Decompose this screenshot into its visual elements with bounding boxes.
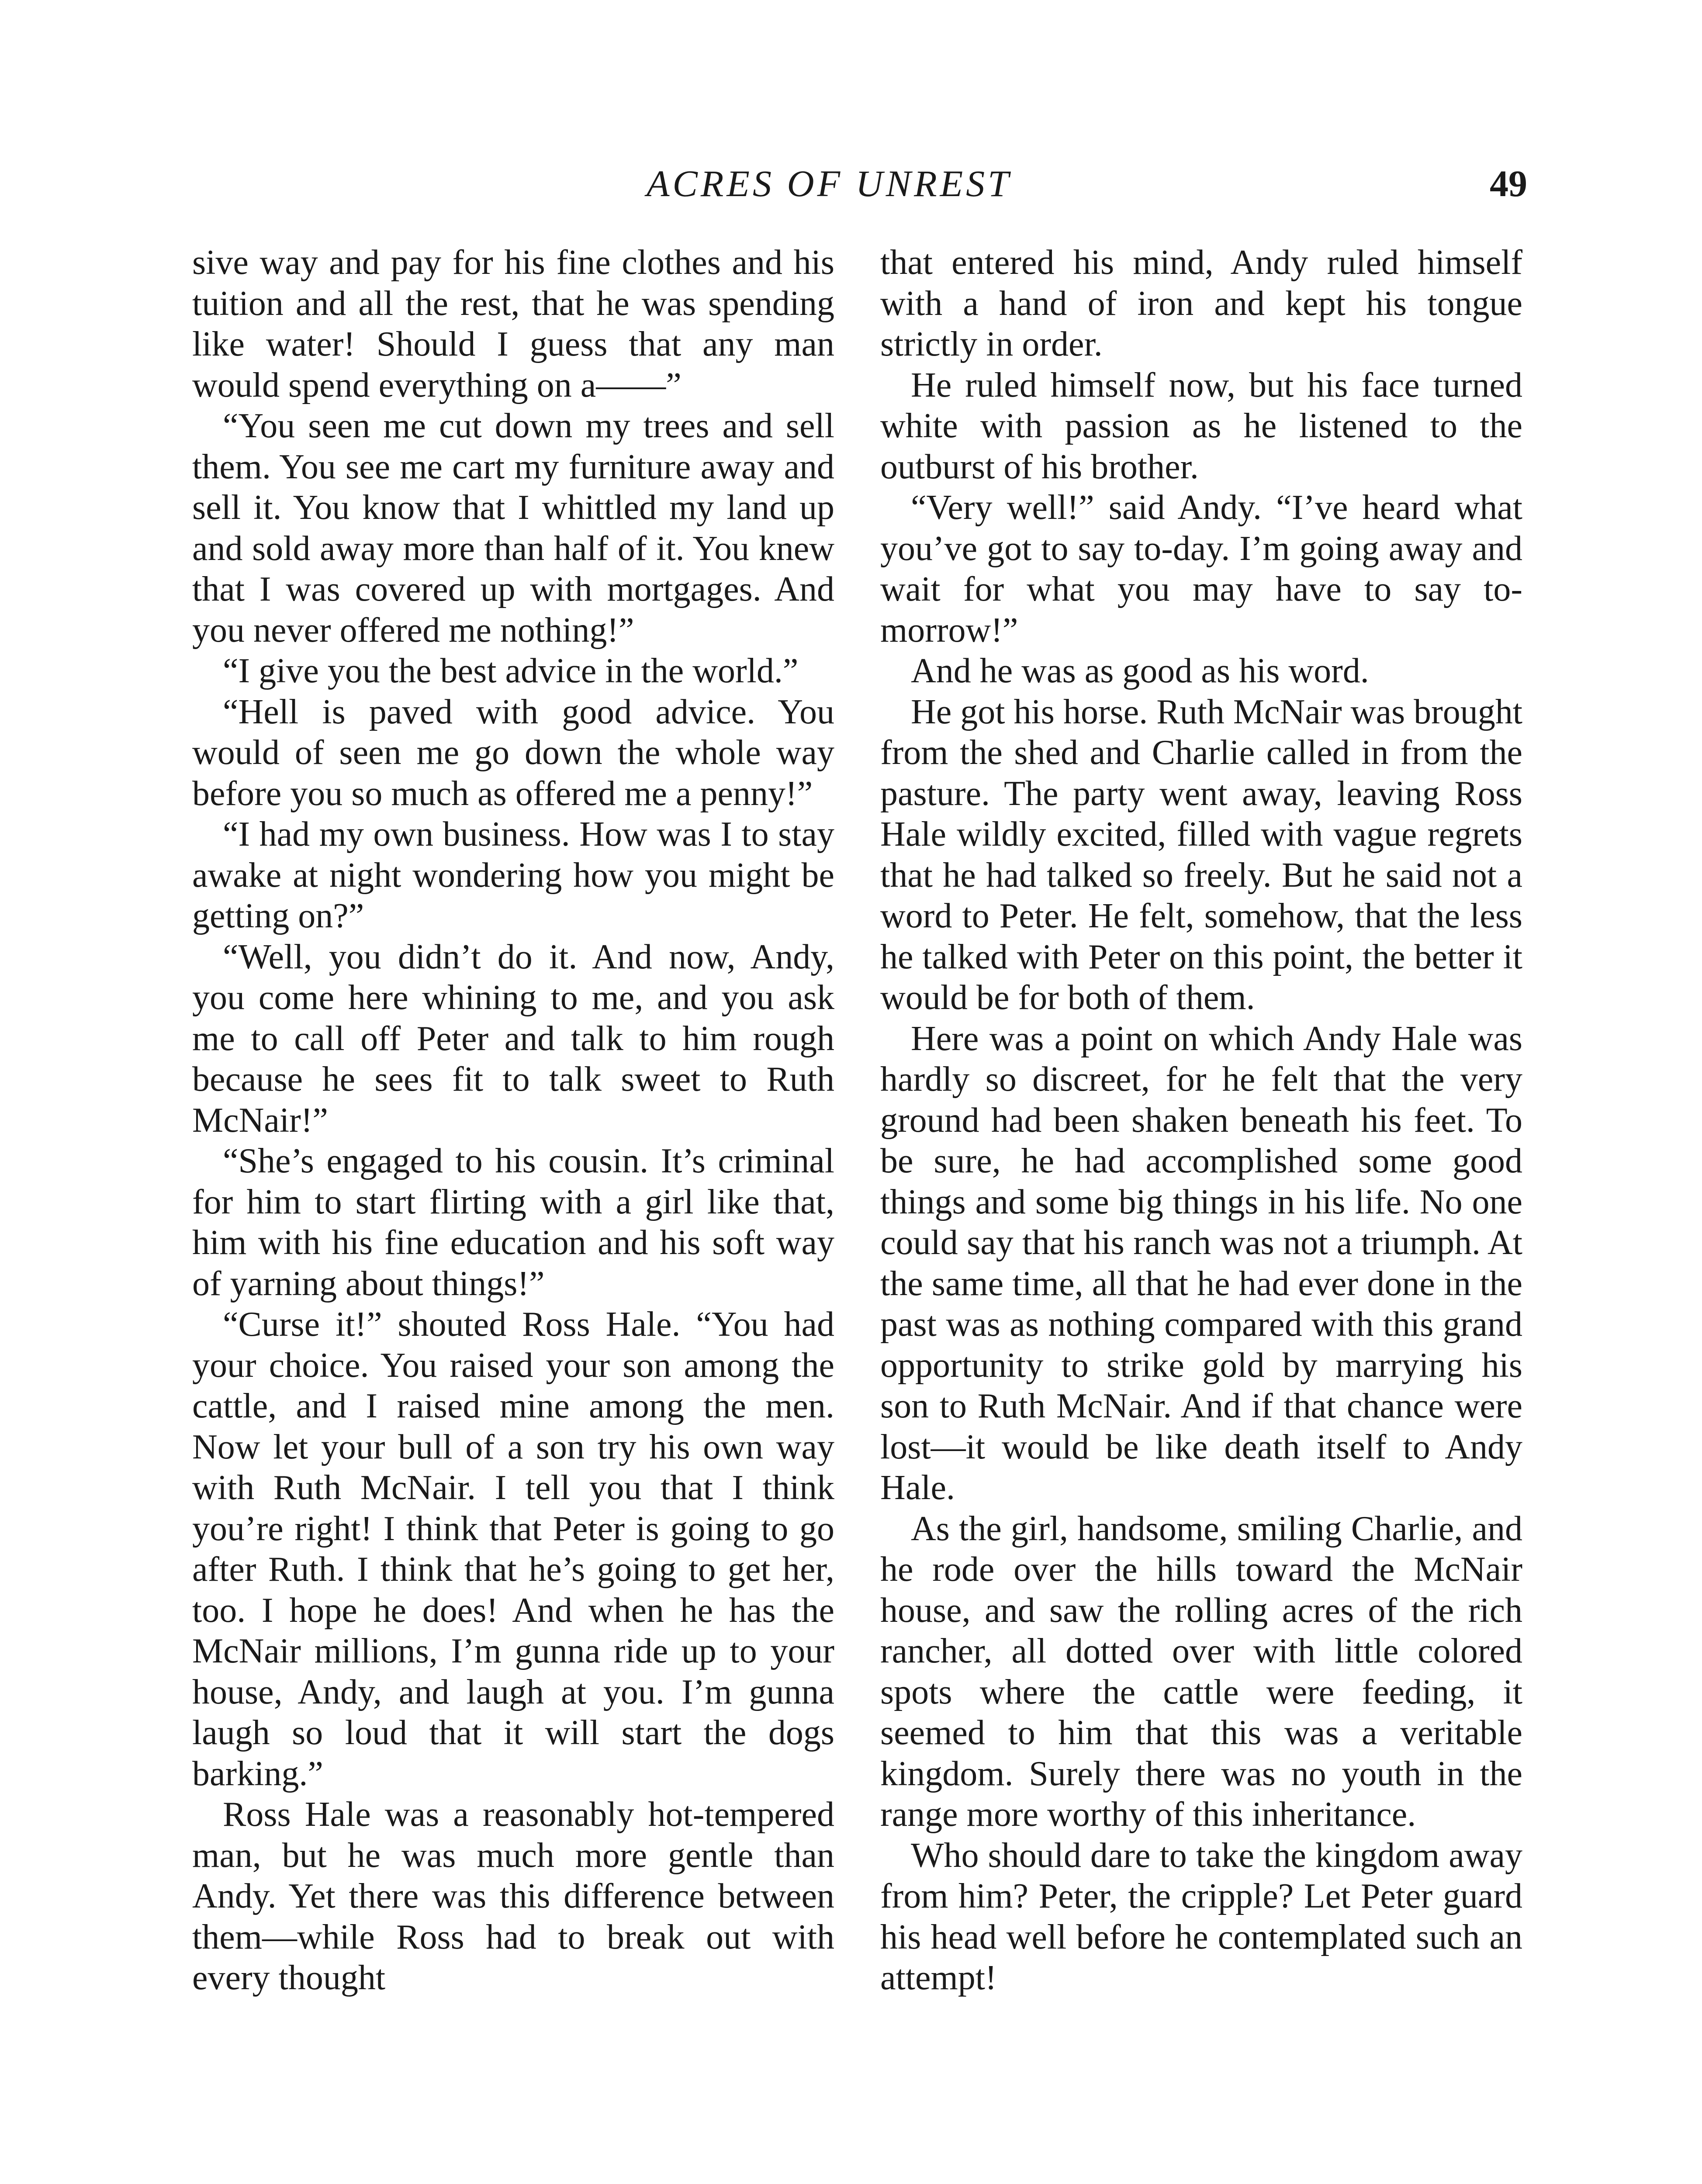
paragraph: As the girl, handsome, smiling Charlie, and he rode over the hills toward the McNair house, and saw the rolling acres of the rich rancher, all dotted over with little colored spots where the cattle were feeding, it seemed to him that this was a veritable kingdom. Surely there was no youth in the range more worthy of this inheritance.	[880, 1509, 1522, 1834]
paragraph: Who should dare to take the kingdom away from him? Peter, the cripple? Let Peter guard his head well before he contemplated such an attempt!	[880, 1836, 1522, 1997]
paragraph: Here was a point on which Andy Hale was hardly so discreet, for he felt that the very ground had been shaken beneath his feet. To be sure, he had accomplished some good things and some big things in his life. No one could say that his ranch was not a triumph. At the same time, all that he had ever done in the past was as nothing compared with this grand opportunity to strike gold by marrying his son to Ruth McNair. And if that chance were lost—it would be like death itself to Andy Hale.	[880, 1019, 1522, 1507]
paragraph: “Hell is paved with good advice. You would of seen me go down the whole way before you so much as offered me a penny!”	[192, 692, 834, 813]
paragraph: sive way and pay for his fine clothes and his tuition and all the rest, that he was spending like water! Should I guess that any man would spend everything on a——”	[192, 243, 834, 404]
paragraph: “She’s engaged to his cousin. It’s criminal for him to start flirting with a girl like that, him with his fine education and his soft way of yarning about things!”	[192, 1142, 834, 1303]
paragraph: that entered his mind, Andy ruled himself with a hand of iron and kept his tongue strictly in order.	[880, 243, 1522, 363]
text-column-right	[880, 242, 1522, 1999]
paragraph: “You seen me cut down my trees and sell them. You see me cart my furniture away and sell it. You know that I whittled my land up and sold away more than half of it. You knew that I was covered up with mortgages. And you never offered me nothing!”	[192, 407, 834, 650]
running-head	[0, 162, 1702, 214]
paragraph: “I had my own business. How was I to stay awake at night wondering how you might be getting on?”	[192, 815, 834, 935]
paragraph: “Very well!” said Andy. “I’ve heard what you’ve got to say to-day. I’m going away and wait for what you may have to say to-morrow!”	[880, 488, 1522, 650]
paragraph: Ross Hale was a reasonably hot-tempered man, but he was much more gentle than Andy. Yet there was this difference between them—while Ross had to break out with every thought	[192, 1795, 834, 1997]
running-title: ACRES OF UNREST	[647, 162, 1012, 204]
paragraph: “Curse it!” shouted Ross Hale. “You had your choice. You raised your son among the cattle, and I raised mine among the men. Now let your bull of a son try his own way with Ruth McNair. I tell you that I think you’re right! I think that Peter is going to go after Ruth. I think that he’s going to get her, too. I hope he does! And when he has the McNair millions, I’m gunna ride up to your house, Andy, and laugh at you. I’m gunna laugh so loud that it will start the dogs barking.”	[192, 1305, 834, 1793]
paragraph: “Well, you didn’t do it. And now, Andy, you come here whining to me, and you ask me to call off Peter and talk to him rough because he sees fit to talk sweet to Ruth McNair!”	[192, 937, 834, 1140]
paragraph: He ruled himself now, but his face turned white with passion as he listened to the outburst of his brother.	[880, 366, 1522, 486]
paragraph: He got his horse. Ruth McNair was brought from the shed and Charlie called in from the pasture. The party went away, leaving Ross Hale wildly excited, filled with vague regrets that he had talked so freely. But he said not a word to Peter. He felt, somehow, that the less he talked with Peter on this point, the better it would be for both of them.	[880, 692, 1522, 1017]
paragraph: And he was as good as his word.	[911, 652, 1369, 690]
page-number: 49	[1490, 162, 1527, 204]
text-column-left	[192, 242, 834, 1999]
paragraph: “I give you the best advice in the world.”	[223, 652, 799, 690]
